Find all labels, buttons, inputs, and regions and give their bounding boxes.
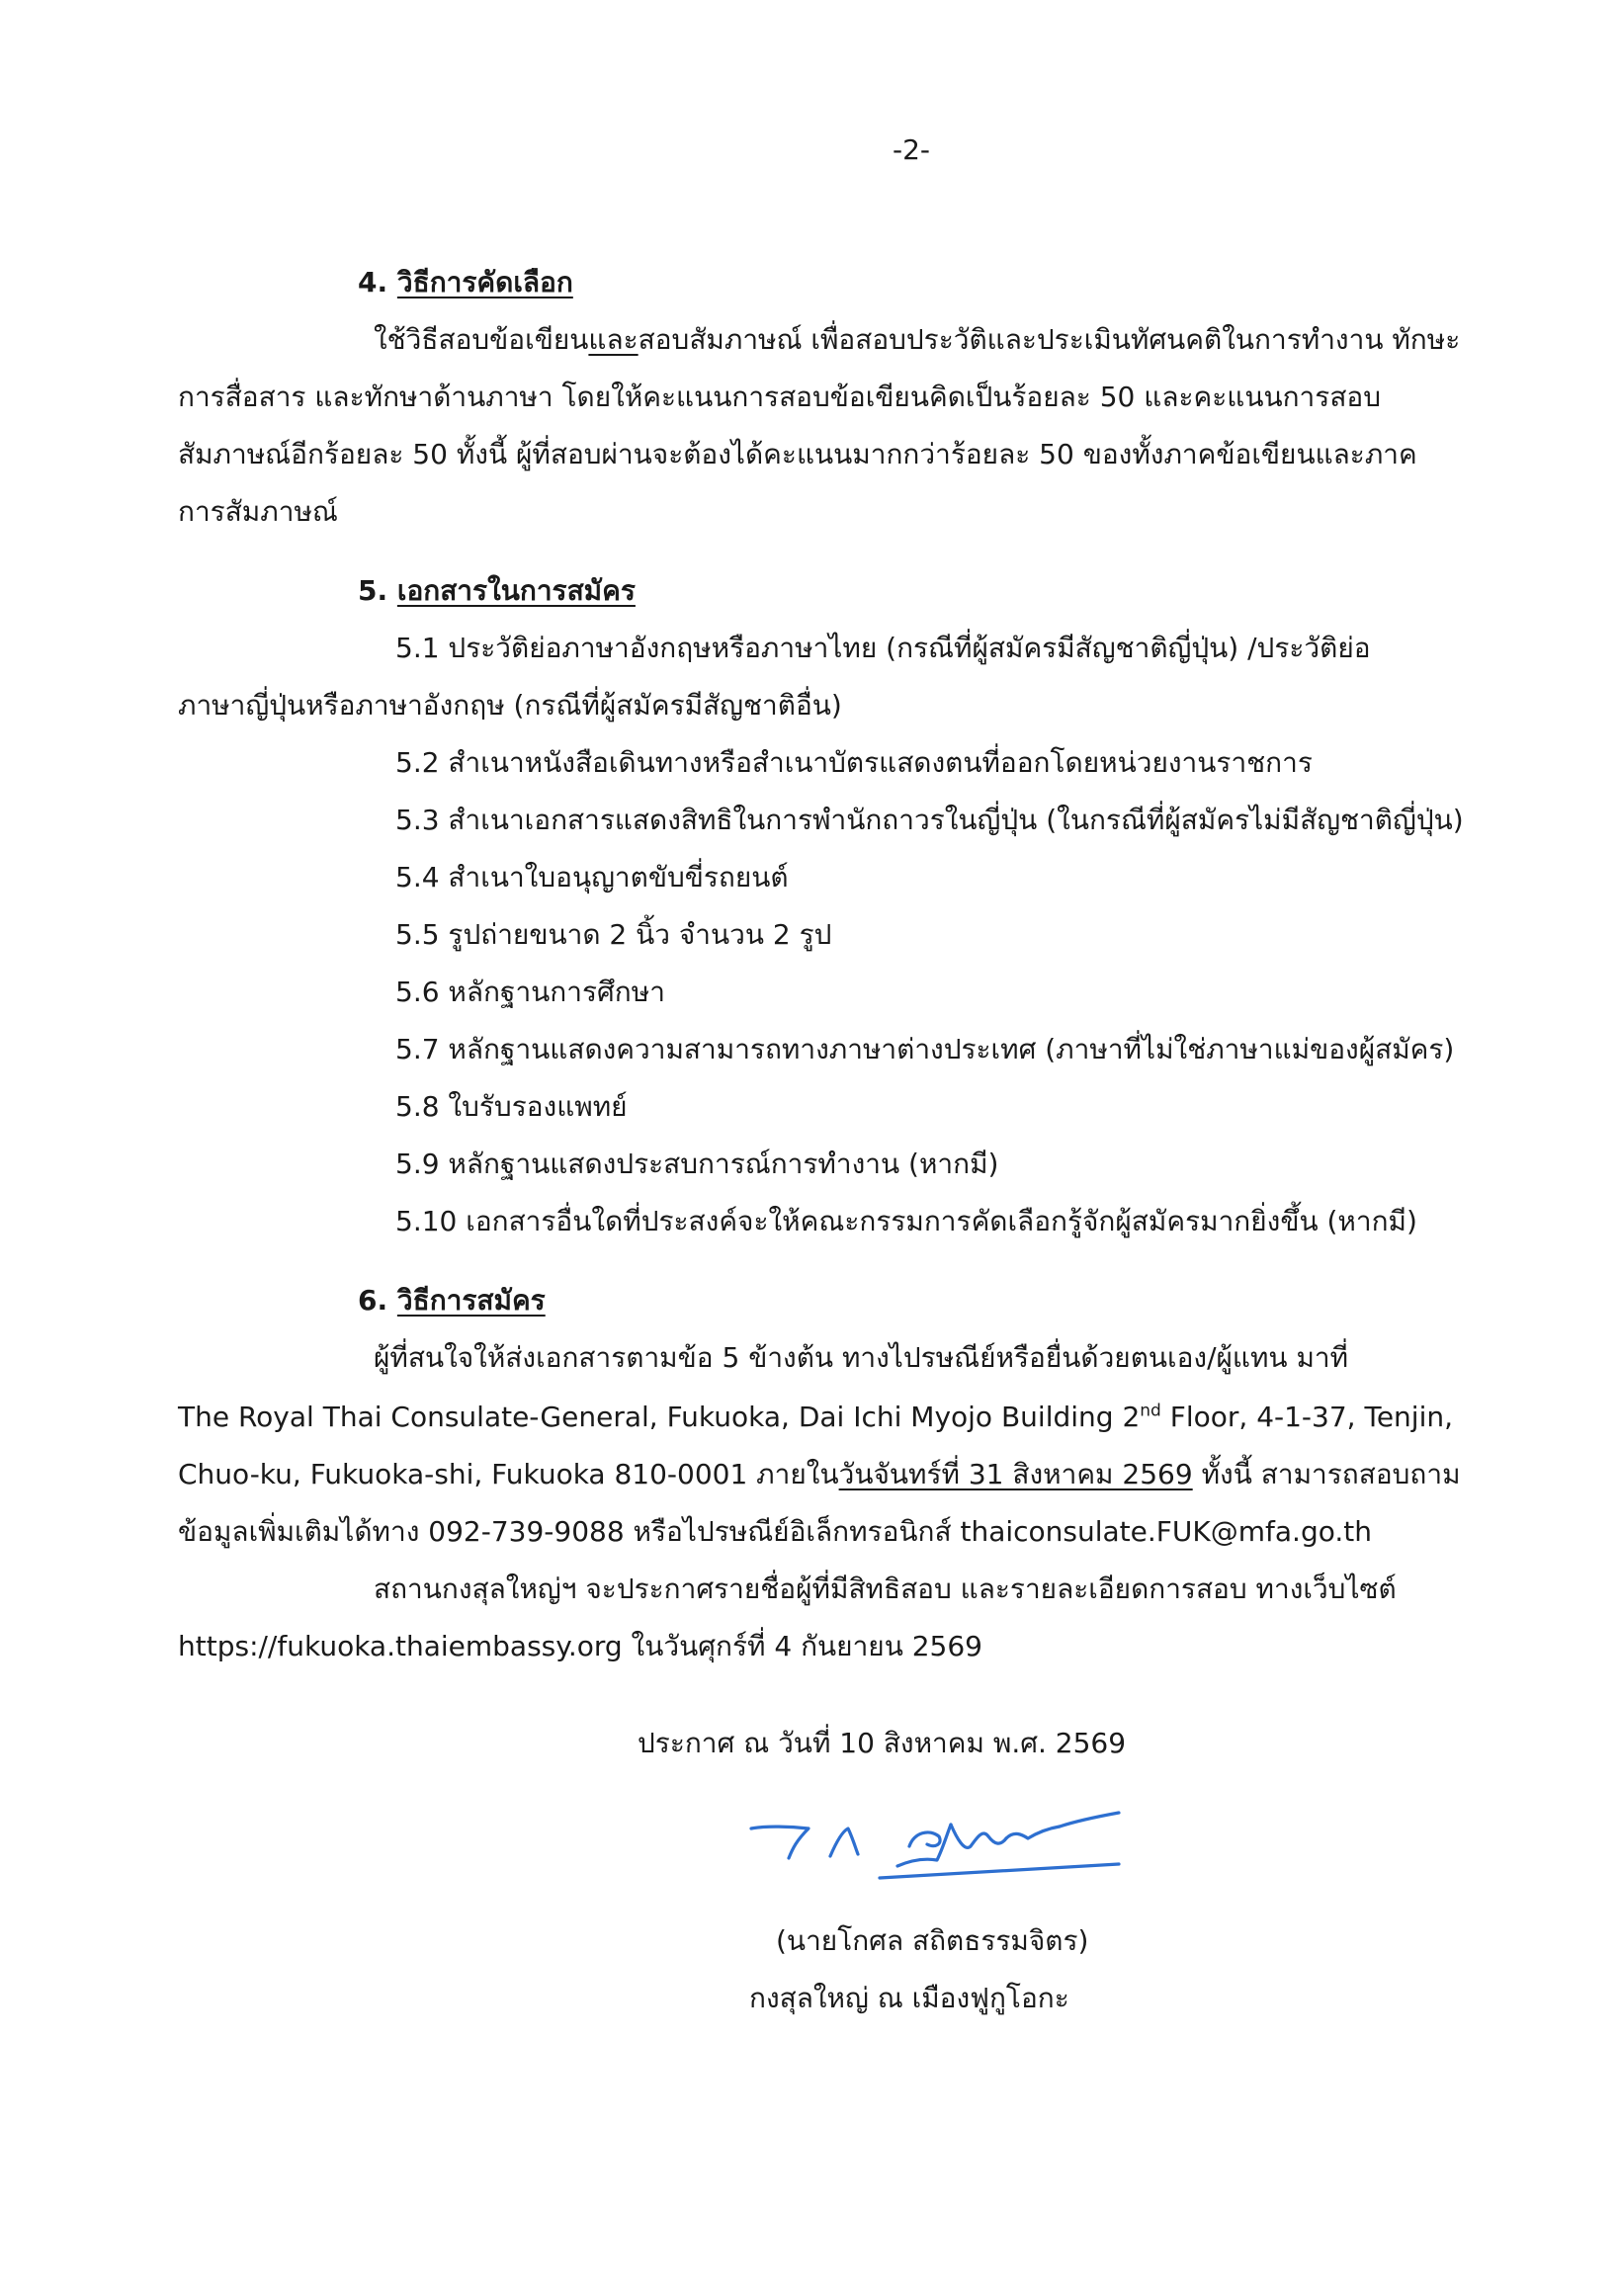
list-item-5-5: 5.5 รูปถ่ายขนาด 2 นิ้ว จำนวน 2 รูป (395, 918, 832, 951)
section-6-heading (358, 1281, 546, 1320)
section-4-paragraph-line-1 (374, 320, 1460, 360)
list-item-5-7: 5.7 หลักฐานแสดงความสามารถทางภาษาต่างประเทศ (ภาษาที่ไม่ใช่ภาษาแม่ของผู้สมัคร) (395, 1033, 1455, 1065)
section-6-title: วิธีการสมัคร (396, 1284, 546, 1317)
page-number: -2- (893, 133, 931, 166)
list-item-5-2: 5.2 สำเนาหนังสือเดินทางหรือสำเนาบัตรแสดงตนที่ออกโดยหน่วยงานราชการ (395, 746, 1313, 779)
section-4-paragraph-line-3: สัมภาษณ์อีกร้อยละ 50 ทั้งนี้ ผู้ที่สอบผ่านจะต้องได้คะแนนมากกว่าร้อยละ 50 ของทั้งภาคข้อเขียนและภาค (178, 438, 1417, 470)
list-item-5-10: 5.10 เอกสารอื่นใดที่ประสงค์จะให้คณะกรรมการคัดเลือกรู้จักผู้สมัครมากยิ่งขึ้น (หากมี) (395, 1205, 1417, 1237)
list-item-5-6: 5.6 หลักฐานการศึกษา (395, 976, 665, 1008)
section-5-title: เอกสารในการสมัคร (396, 574, 636, 607)
section-4-text: สอบสัมภาษณ์ เพื่อสอบประวัติและประเมินทัศนคติในการทำงาน ทักษะ (638, 323, 1461, 356)
signatory-name: (นายโกศล สถิตธรรมจิตร) (776, 1924, 1089, 1957)
section-4-title: วิธีการคัดเลือก (396, 266, 573, 298)
section-4-paragraph-line-4: การสัมภาษณ์ (178, 495, 338, 528)
list-item-5-3: 5.3 สำเนาเอกสารแสดงสิทธิในการพำนักถาวรในญี่ปุ่น (ในกรณีที่ผู้สมัครไม่มีสัญชาติญี่ปุ่น) (395, 804, 1464, 836)
address-text: The Royal Thai Consulate-General, Fukuoka, Dai Ichi Myojo Building 2 (178, 1401, 1141, 1433)
list-item-5-1-line-1: 5.1 ประวัติย่อภาษาอังกฤษหรือภาษาไทย (กรณีที่ผู้สมัครมีสัญชาติญี่ปุ่น) /ประวัติย่อ (395, 632, 1371, 664)
section-6-address-line-2 (178, 1455, 1461, 1494)
section-6-address-line-1 (178, 1398, 1453, 1437)
section-6-number: 6. (358, 1284, 388, 1317)
section-4-heading (358, 263, 573, 302)
list-item-5-9: 5.9 หลักฐานแสดงประสบการณ์การทำงาน (หากมี) (395, 1148, 999, 1180)
section-6-paragraph-line-1: ผู้ที่สนใจให้ส่งเอกสารตามข้อ 5 ข้างต้น ทางไปรษณีย์หรือยื่นด้วยตนเอง/ผู้แทน มาที่ (374, 1341, 1349, 1374)
section-4-text: ใช้วิธีสอบข้อเขียน (374, 323, 589, 356)
section-5-number: 5. (358, 574, 388, 607)
section-5-heading (358, 571, 636, 611)
signatory-title: กงสุลใหญ่ ณ เมืองฟูกูโอกะ (749, 1982, 1069, 2014)
application-deadline: วันจันทร์ที่ 31 สิงหาคม 2569 (838, 1458, 1193, 1490)
section-4-emphasis: และ (588, 323, 639, 356)
section-4-paragraph-line-2: การสื่อสาร และทักษาด้านภาษา โดยให้คะแนนการสอบข้อเขียนคิดเป็นร้อยละ 50 และคะแนนการสอบ (178, 381, 1382, 413)
section-6-website-line: https://fukuoka.thaiembassy.org ในวันศุกร์ที่ 4 กันยายน 2569 (178, 1630, 982, 1662)
section-4-number: 4. (358, 266, 388, 298)
section-6-paragraph-line-2: สถานกงสุลใหญ่ฯ จะประกาศรายชื่อผู้ที่มีสิทธิสอบ และรายละเอียดการสอบ ทางเว็บไซต์ (374, 1573, 1397, 1605)
list-item-5-8: 5.8 ใบรับรองแพทย์ (395, 1090, 628, 1123)
address-text: Chuo-ku, Fukuoka-shi, Fukuoka 810-0001 ภายใน (178, 1458, 839, 1490)
section-6-contact-line: ข้อมูลเพิ่มเติมได้ทาง 092-739-9088 หรือไปรษณีย์อิเล็กทรอนิกส์ thaiconsulate.FUK@mfa.go.th (178, 1515, 1372, 1548)
section-6-text: ทั้งนี้ สามารถสอบถาม (1192, 1458, 1461, 1490)
address-text: Floor, 4-1-37, Tenjin, (1160, 1401, 1453, 1433)
list-item-5-4: 5.4 สำเนาใบอนุญาตขับขี่รถยนต์ (395, 861, 789, 893)
announcement-date: ประกาศ ณ วันที่ 10 สิงหาคม พ.ศ. 2569 (638, 1727, 1127, 1759)
list-item-5-1-line-2: ภาษาญี่ปุ่นหรือภาษาอังกฤษ (กรณีที่ผู้สมัครมีสัญชาติอื่น) (178, 689, 842, 722)
signature-image (731, 1799, 1156, 1927)
floor-ordinal-suffix: nd (1140, 1401, 1161, 1421)
